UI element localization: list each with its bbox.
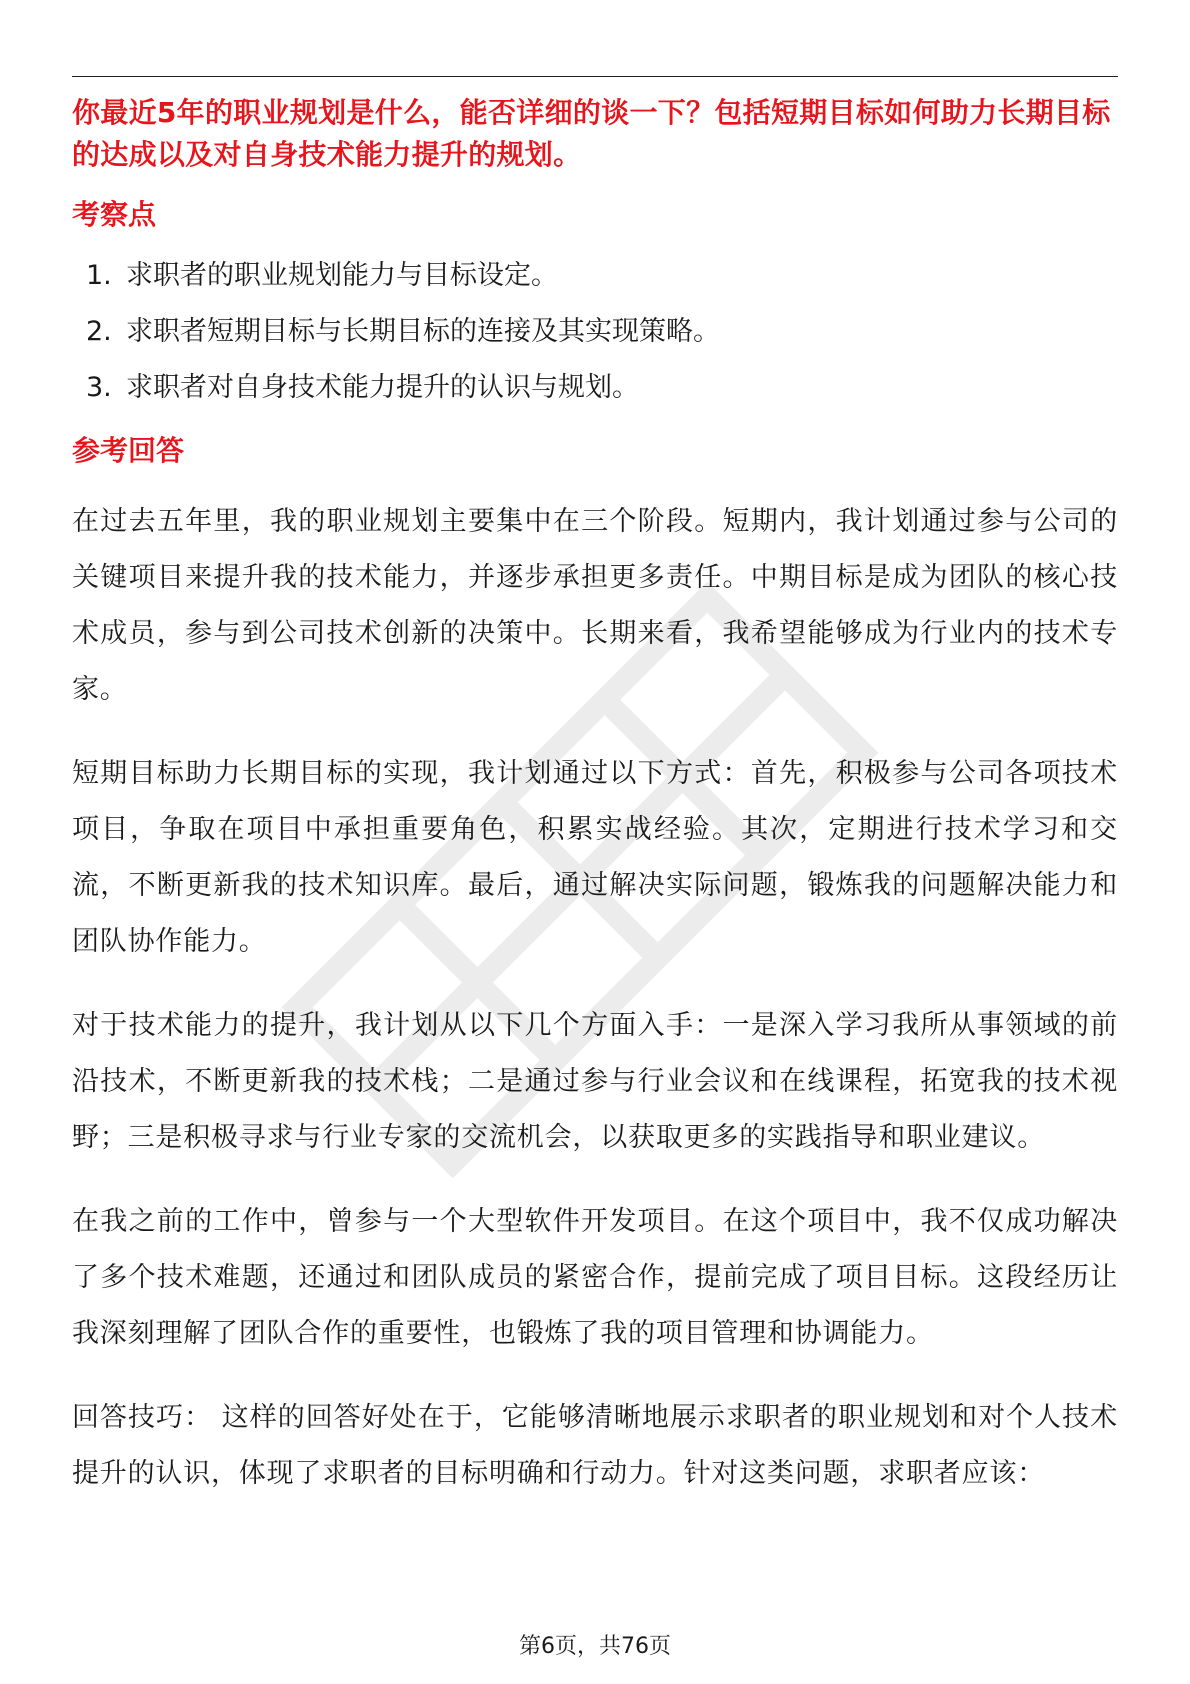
list-item (72, 314, 1118, 350)
answer-paragraph: 对于技术能力的提升，我计划从以下几个方面入手：一是深入学习我所从事领域的前沿技术，不断更新我的技术栈；二是通过参与行业会议和在线课程，拓宽我的技术视野；三是积极寻求与行业专家的交流机会，以获取更多的实践指导和职业建议。 (72, 1010, 1118, 1153)
answer-paragraph: 在过去五年里，我的职业规划主要集中在三个阶段。短期内，我计划通过参与公司的关键项目来提升我的技术能力，并逐步承担更多责任。中期目标是成为团队的核心技术成员，参与到公司技术创新的决策中。长期来看，我希望能够成为行业内的技术专家。 (72, 506, 1118, 705)
list-item-text: 求职者对自身技术能力提升的认识与规划。 (126, 372, 639, 403)
answer-tips-paragraph: 回答技巧： 这样的回答好处在于，它能够清晰地展示求职者的职业规划和对个人技术提升的认识，体现了求职者的目标明确和行动力。针对这类问题，求职者应该： (72, 1402, 1118, 1489)
answer-heading: 参考回答 (72, 434, 185, 467)
interview-question: 你最近5年的职业规划是什么，能否详细的谈一下？包括短期目标如何助力长期目标的达成以及对自身技术能力提升的规划。 (72, 96, 1111, 171)
list-item-number: 2. (86, 316, 112, 347)
list-item (72, 370, 1118, 406)
list-item (72, 258, 1118, 294)
main-content (72, 92, 1118, 1502)
list-item-number: 1. (86, 260, 112, 291)
answer-paragraph: 短期目标助力长期目标的实现，我计划通过以下方式：首先，积极参与公司各项技术项目，争取在项目中承担重要角色，积累实战经验。其次，定期进行技术学习和交流，不断更新我的技术知识库。最后，通过解决实际问题，锻炼我的问题解决能力和团队协作能力。 (72, 758, 1118, 957)
assessment-list (72, 258, 1118, 406)
header-divider (72, 76, 1118, 77)
answer-paragraph: 在我之前的工作中，曾参与一个大型软件开发项目。在这个项目中，我不仅成功解决了多个技术难题，还通过和团队成员的紧密合作，提前完成了项目目标。这段经历让我深刻理解了团队合作的重要性，也锻炼了我的项目管理和协调能力。 (72, 1206, 1118, 1349)
list-item-text: 求职者短期目标与长期目标的连接及其实现策略。 (126, 316, 720, 347)
page-number: 第6页，共76页 (519, 1634, 671, 1659)
list-item-number: 3. (86, 372, 112, 403)
assessment-heading: 考察点 (72, 198, 157, 231)
list-item-text: 求职者的职业规划能力与目标设定。 (126, 260, 558, 291)
